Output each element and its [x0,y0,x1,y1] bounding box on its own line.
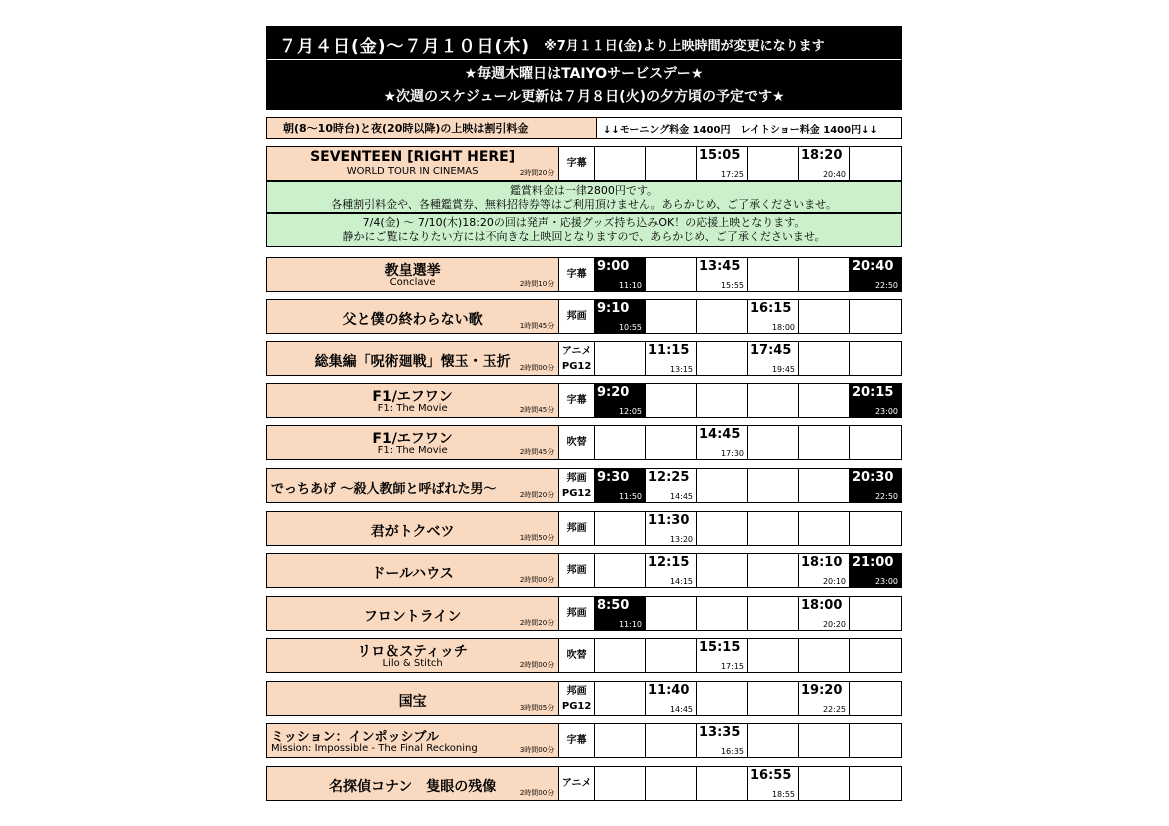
empty-slot [646,639,697,672]
showtime-end: 12:05 [618,407,642,416]
screening-type [559,682,595,715]
showtime-slot [850,384,901,417]
special-screening-notice [266,181,902,213]
empty-slot [850,682,901,715]
showtime-slots [595,597,901,630]
movie-title: ミッション：インポッシブル [271,730,439,745]
showtime-slots [595,682,901,715]
showtime-start: 11:15 [648,343,690,358]
movie-title: 名探偵コナン 隻眼の残像 [328,779,497,795]
empty-slot [595,512,646,545]
empty-slot [595,554,646,587]
showtime-end: 22:50 [874,492,898,501]
empty-slot [748,724,799,757]
showtime-end: 14:45 [669,492,693,501]
showtime-start: 11:30 [648,513,690,528]
empty-slot [646,767,697,800]
showtime-start: 13:45 [699,259,741,274]
showtime-start: 18:20 [801,148,843,163]
showtime-start: 12:25 [648,470,690,485]
showtime-slots [595,469,901,502]
movie-runtime: 2時間10分 [519,280,555,288]
special-screening-notice [266,213,902,247]
showtime-slot [799,682,850,715]
showtime-slot [595,300,646,333]
showtime-slot [595,469,646,502]
empty-slot [799,300,850,333]
screening-type [559,258,595,291]
empty-slot [850,300,901,333]
empty-slot [799,384,850,417]
movie-row [266,468,902,503]
showtime-start: 19:20 [801,683,843,698]
movie-title-cell [267,342,559,375]
movie-title-cell [267,724,559,757]
showtime-end: 20:20 [822,620,846,629]
discount-banner [266,117,902,139]
empty-slot [748,554,799,587]
showtime-slot [595,258,646,291]
showtime-start: 8:50 [597,598,630,613]
empty-slot [697,554,748,587]
empty-slot [646,597,697,630]
movie-title-cell [267,767,559,800]
showtime-end: 22:25 [822,705,846,714]
date-range: ７月４日(金)～７月１０日(木) [279,36,531,57]
empty-slot [850,512,901,545]
showtime-slot [799,597,850,630]
screening-type-label: 字幕 [566,269,587,280]
movie-title: 国宝 [398,694,427,710]
showtime-slot [799,147,850,180]
empty-slot [799,724,850,757]
movie-row [266,511,902,546]
showtime-start: 9:00 [597,259,630,274]
movie-title-cell [267,426,559,459]
empty-slot [748,639,799,672]
empty-slot [646,426,697,459]
screening-type-label: 字幕 [566,735,587,746]
discount-note: 朝(8～10時台)と夜(20時以降)の上映は割引料金 [267,118,597,138]
movie-runtime: 2時間00分 [519,661,555,669]
empty-slot [748,426,799,459]
movie-title: ドールハウス [371,566,454,582]
showtime-slot [646,512,697,545]
showtime-end: 20:40 [822,170,846,179]
movie-title: F1/エフワン [372,389,453,405]
movie-title: F1/エフワン [372,431,453,447]
screening-type [559,767,595,800]
empty-slot [595,342,646,375]
movie-title-cell [267,469,559,502]
screening-type-label: 吹替 [566,437,587,448]
empty-slot [799,639,850,672]
notice-line: 静かにご覧になりたい方には不向きな上映回となりますので、あらかじめ、ご了承くださいませ。 [342,230,826,243]
screening-type-label: PG12 [561,487,592,499]
movie-title: でっちあげ ～殺人教師と呼ばれた男～ [271,482,497,497]
showtime-end: 17:15 [720,662,744,671]
empty-slot [595,426,646,459]
movie-title-cell [267,147,559,180]
showtime-slot [697,258,748,291]
movie-row [266,723,902,758]
showtime-end: 13:20 [669,535,693,544]
empty-slot [697,512,748,545]
empty-slot [799,469,850,502]
showtime-end: 15:55 [720,281,744,290]
showtime-slots [595,724,901,757]
movie-row [266,553,902,588]
showtime-end: 23:00 [874,407,898,416]
empty-slot [646,300,697,333]
empty-slot [697,597,748,630]
empty-slot [595,639,646,672]
showtime-start: 13:35 [699,725,741,740]
empty-slot [850,426,901,459]
empty-slot [748,147,799,180]
movie-title-cell [267,597,559,630]
empty-slot [850,767,901,800]
empty-slot [850,147,901,180]
empty-slot [697,469,748,502]
discount-prices: ↓↓モーニング料金 1400円 レイトショー料金 1400円↓↓ [603,124,878,136]
showtime-slots [595,342,901,375]
showtime-start: 21:00 [852,555,894,570]
showtime-start: 20:15 [852,385,894,400]
showtime-end: 22:50 [874,281,898,290]
movie-title: リロ＆スティッチ [357,644,468,660]
schedule-header [266,26,902,110]
movie-runtime: 1時間50分 [519,534,555,542]
movie-title-cell [267,300,559,333]
showtime-slots [595,639,901,672]
screening-type-label: 邦画 [566,311,587,322]
empty-slot [646,258,697,291]
movie-runtime: 2時間45分 [519,448,555,456]
movie-english-title: Conclave [389,277,436,288]
showtime-end: 11:10 [618,281,642,290]
movie-english-title: F1: The Movie [377,445,448,456]
empty-slot [595,682,646,715]
screening-type [559,384,595,417]
showtime-slots [595,767,901,800]
header-date-line [267,29,901,60]
empty-slot [748,512,799,545]
movie-runtime: 2時間00分 [519,364,555,372]
showtime-start: 18:00 [801,598,843,613]
screening-type-label: 邦画 [566,472,587,484]
screening-type [559,147,595,180]
showtime-end: 13:15 [669,365,693,374]
empty-slot [799,512,850,545]
showtime-slots [595,426,901,459]
change-note: ※7月１１日(金)より上映時間が変更になります [544,38,825,54]
showtime-start: 17:45 [750,343,792,358]
screening-type-label: PG12 [561,360,592,372]
showtime-slot [697,724,748,757]
movie-row [266,425,902,460]
showtime-end: 17:25 [720,170,744,179]
movie-title-cell [267,554,559,587]
showtime-slots [595,512,901,545]
showtime-start: 9:20 [597,385,630,400]
showtime-slot [850,258,901,291]
showtime-start: 11:40 [648,683,690,698]
showtime-start: 20:40 [852,259,894,274]
showtime-end: 11:50 [618,492,642,501]
movie-title-cell [267,384,559,417]
empty-slot [850,724,901,757]
movie-title-cell [267,258,559,291]
movie-title: 父と僕の終わらない歌 [342,312,483,328]
empty-slot [697,342,748,375]
showtime-slots [595,258,901,291]
movie-row [266,341,902,376]
empty-slot [748,682,799,715]
movie-row [266,766,902,801]
showtime-slot [697,426,748,459]
screening-type [559,342,595,375]
screening-type-label: 邦画 [566,523,587,534]
empty-slot [697,767,748,800]
screening-type [559,724,595,757]
showtime-end: 20:10 [822,577,846,586]
empty-slot [646,147,697,180]
next-update-note: ★次週のスケジュール更新は７月８日(火)の夕方頃の予定です★ [383,89,785,105]
showtime-slots [595,554,901,587]
movie-row [266,257,902,292]
empty-slot [748,384,799,417]
movie-title-cell [267,639,559,672]
screening-type [559,469,595,502]
showtime-start: 15:05 [699,148,741,163]
service-day-note: ★毎週木曜日はTAIYOサービスデー★ [464,66,704,82]
empty-slot [850,597,901,630]
showtime-slots [595,384,901,417]
showtime-end: 14:45 [669,705,693,714]
showtime-slot [697,639,748,672]
screening-type [559,554,595,587]
showtime-slots [595,300,901,333]
empty-slot [850,342,901,375]
movie-row [266,596,902,631]
screening-type-label: 邦画 [566,565,587,576]
movie-runtime: 2時間00分 [519,789,555,797]
screening-type-label: 邦画 [566,685,587,697]
showtime-slot [595,384,646,417]
showtime-slot [646,469,697,502]
movie-english-title: F1: The Movie [377,403,448,414]
movie-title-cell [267,512,559,545]
movie-runtime: 2時間20分 [519,169,555,177]
screening-type-label: アニメ [561,345,592,357]
showtime-slot [748,342,799,375]
screening-type [559,426,595,459]
movie-row [266,299,902,334]
showtime-end: 19:45 [771,365,795,374]
showtime-start: 9:10 [597,301,630,316]
movie-row [266,638,902,673]
notice-line: 各種割引料金や、各種鑑賞券、無料招待券等はご利用頂けません。あらかじめ、ご了承くださいませ。 [331,198,837,211]
showtime-slot [697,147,748,180]
movie-title: フロントライン [363,609,462,625]
movie-runtime: 3時間05分 [519,704,555,712]
movie-english-title: Mission: Impossible - The Final Reckoning [271,743,478,754]
empty-slot [646,724,697,757]
movie-english-title: Lilo & Stitch [382,658,443,669]
showtime-end: 16:35 [720,747,744,756]
showtime-slot [646,682,697,715]
movie-title-cell [267,682,559,715]
notice-line: 鑑賞料金は一律2800円です。 [509,184,659,197]
showtime-start: 15:15 [699,640,741,655]
movie-runtime: 2時間20分 [519,619,555,627]
empty-slot [646,384,697,417]
empty-slot [595,724,646,757]
movie-english-title: WORLD TOUR IN CINEMAS [346,166,479,177]
screening-type [559,512,595,545]
showtime-slot [646,554,697,587]
movie-row [266,146,902,181]
empty-slot [748,469,799,502]
showtime-end: 17:30 [720,449,744,458]
showtime-slots [595,147,901,180]
screening-type-label: 吹替 [566,650,587,661]
showtime-slot [748,767,799,800]
empty-slot [799,767,850,800]
movie-runtime: 1時間45分 [519,322,555,330]
empty-slot [697,682,748,715]
showtime-end: 18:55 [771,790,795,799]
notice-line: 7/4(金) ～ 7/10(木)18:20の回は発声・応援グッズ持ち込みOK！の応援上映となります。 [362,216,806,229]
movie-title: SEVENTEEN [RIGHT HERE] [310,149,516,165]
showtime-end: 11:10 [618,620,642,629]
empty-slot [799,258,850,291]
screening-type [559,639,595,672]
movie-title: 総集編「呪術廻戦」懐玉・玉折 [314,354,511,370]
empty-slot [799,426,850,459]
movie-runtime: 3時間00分 [519,746,555,754]
screening-type-label: 字幕 [566,395,587,406]
showtime-start: 20:30 [852,470,894,485]
empty-slot [595,147,646,180]
showtime-slot [850,554,901,587]
showtime-slot [646,342,697,375]
empty-slot [850,639,901,672]
movie-row [266,383,902,418]
showtime-end: 14:15 [669,577,693,586]
movie-title: 君がトクベツ [370,524,455,540]
screening-type-label: 字幕 [566,158,587,169]
showtime-slot [748,300,799,333]
showtime-end: 10:55 [618,323,642,332]
showtime-start: 18:10 [801,555,843,570]
empty-slot [697,384,748,417]
movie-runtime: 2時間45分 [519,406,555,414]
showtime-slot [850,469,901,502]
empty-slot [799,342,850,375]
showtime-slot [595,597,646,630]
empty-slot [697,300,748,333]
movie-runtime: 2時間00分 [519,576,555,584]
screening-type-label: 邦画 [566,608,587,619]
screening-type-label: PG12 [561,700,592,712]
showtime-start: 16:55 [750,768,792,783]
empty-slot [595,767,646,800]
screening-type [559,300,595,333]
showtime-end: 23:00 [874,577,898,586]
empty-slot [748,597,799,630]
showtime-start: 14:45 [699,427,741,442]
screening-type-label: アニメ [561,778,592,789]
movie-runtime: 2時間20分 [519,491,555,499]
empty-slot [748,258,799,291]
showtime-end: 18:00 [771,323,795,332]
movie-title: 教皇選挙 [384,263,441,279]
showtime-start: 16:15 [750,301,792,316]
showtime-start: 12:15 [648,555,690,570]
showtime-start: 9:30 [597,470,630,485]
showtime-slot [799,554,850,587]
movie-row [266,681,902,716]
screening-type [559,597,595,630]
